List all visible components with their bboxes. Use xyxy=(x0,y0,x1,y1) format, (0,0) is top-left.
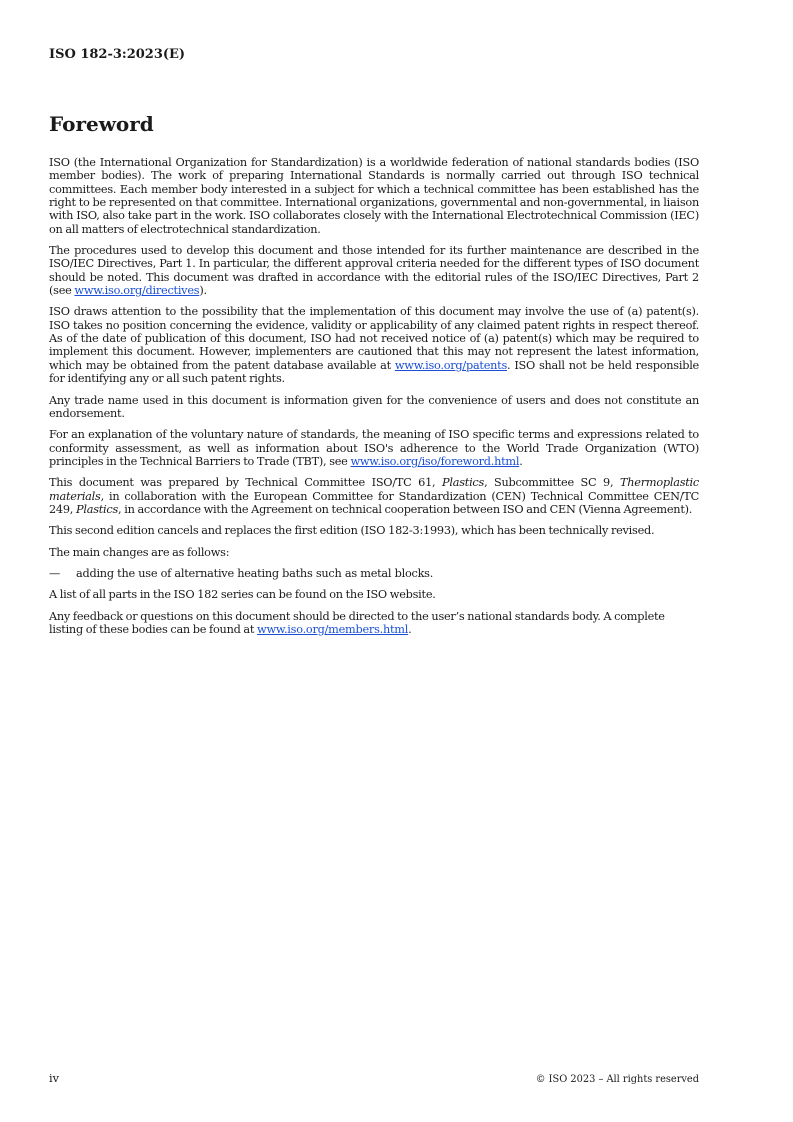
list-item xyxy=(49,567,699,580)
members-link[interactable]: www.iso.org/members.html xyxy=(257,622,409,636)
dash-bullet: — xyxy=(49,566,61,580)
paragraph-text: . xyxy=(408,622,412,636)
foreword-body xyxy=(49,156,699,644)
paragraph-text: . xyxy=(519,454,523,468)
paragraph-text: , in accordance with the Agreement on technical cooperation between ISO and CEN (Vienna Agreement). xyxy=(118,502,693,516)
list-item-text: adding the use of alternative heating baths such as metal blocks. xyxy=(76,566,434,580)
paragraph-iso-federation: ISO (the International Organization for Standardization) is a worldwide federation of national standards bodies (ISO member bodies). The work of preparing International Standards is normally carried out through ISO technical committees. Each member body interested in a subject for which a technical committee has been established has the right to be represented on that committee. International organizations, governmental and non-governmental, in liaison with ISO, also take part in the work. ISO collaborates closely with the International Electrotechnical Commission (IEC) on all matters of electrotechnical standardization. xyxy=(49,156,699,236)
paragraph-edition: This second edition cancels and replaces the first edition (ISO 182-3:1993), which has been technically revised. xyxy=(49,524,655,538)
paragraph-voluntary-nature xyxy=(49,428,699,468)
paragraph-text: For an explanation of the voluntary nature of standards, the meaning of ISO specific terms and expressions related to conformity assessment, as well as information about ISO's adherence to the World Trade Organization (WTO) principles in the Technical Barriers to Trade (TBT), see xyxy=(49,428,699,468)
paragraph-text: ISO draws attention to the possibility that the implementation of this document may involve the use of (a) patent(s). ISO takes no position concerning the evidence, validity or applicability of any claimed patent rights in respect thereof. As of the date of publication of this document, ISO had not received notice of (a) patent(s) which may be required to implement this document. However, implementers are cautioned that this may not represent the latest information, which may be obtained from the patent database available at xyxy=(49,305,699,372)
paragraph-text: , in collaboration with the European Committee for Standardization (CEN) Technical Committee CEN/TC 249, xyxy=(49,489,699,516)
paragraph-trade-name: Any trade name used in this document is information given for the convenience of users and does not constitute an endorsement. xyxy=(49,393,699,420)
directives-link[interactable]: www.iso.org/directives xyxy=(74,284,200,298)
paragraph-feedback xyxy=(49,610,699,637)
paragraph-main-changes: The main changes are as follows: xyxy=(49,545,230,559)
paragraph-text: ). xyxy=(199,284,207,298)
foreword-link[interactable]: www.iso.org/iso/foreword.html xyxy=(350,454,520,468)
paragraph-text: This document was prepared by Technical Committee ISO/TC 61, xyxy=(49,476,443,490)
page-title: Foreword xyxy=(49,112,154,136)
paragraph-procedures xyxy=(49,244,699,297)
copyright-notice: © ISO 2023 – All rights reserved xyxy=(535,1074,699,1085)
paragraph-text: Any feedback or questions on this document should be directed to the user’s national standards body. A complete listing of these bodies can be found at xyxy=(49,609,665,636)
paragraph-committee xyxy=(49,476,699,516)
paragraph-series-parts: A list of all parts in the ISO 182 series can be found on the ISO website. xyxy=(49,588,436,602)
paragraph-text: . ISO shall not be held responsible for identifying any or all such patent rights. xyxy=(49,358,699,386)
page-number: iv xyxy=(49,1072,59,1085)
patents-link[interactable]: www.iso.org/patents xyxy=(394,358,508,372)
cen-committee-title-italic: Plastics xyxy=(76,502,119,516)
paragraph-text: The procedures used to develop this document and those intended for its further maintenance are described in the ISO/IEC Directives, Part 1. In particular, the different approval criteria needed for the different types of ISO document should be noted. This document was drafted in accordance with the editorial rules of the ISO/IEC Directives, Part 2 (see xyxy=(49,244,699,298)
document-page xyxy=(49,0,699,1122)
paragraph-patents xyxy=(49,305,699,385)
committee-title-italic: Plastics xyxy=(442,476,485,490)
paragraph-text: , Subcommittee SC 9, xyxy=(484,476,620,490)
document-identifier: ISO 182-3:2023(E) xyxy=(49,47,186,62)
subcommittee-title-italic: Thermoplastic materials xyxy=(49,476,699,503)
